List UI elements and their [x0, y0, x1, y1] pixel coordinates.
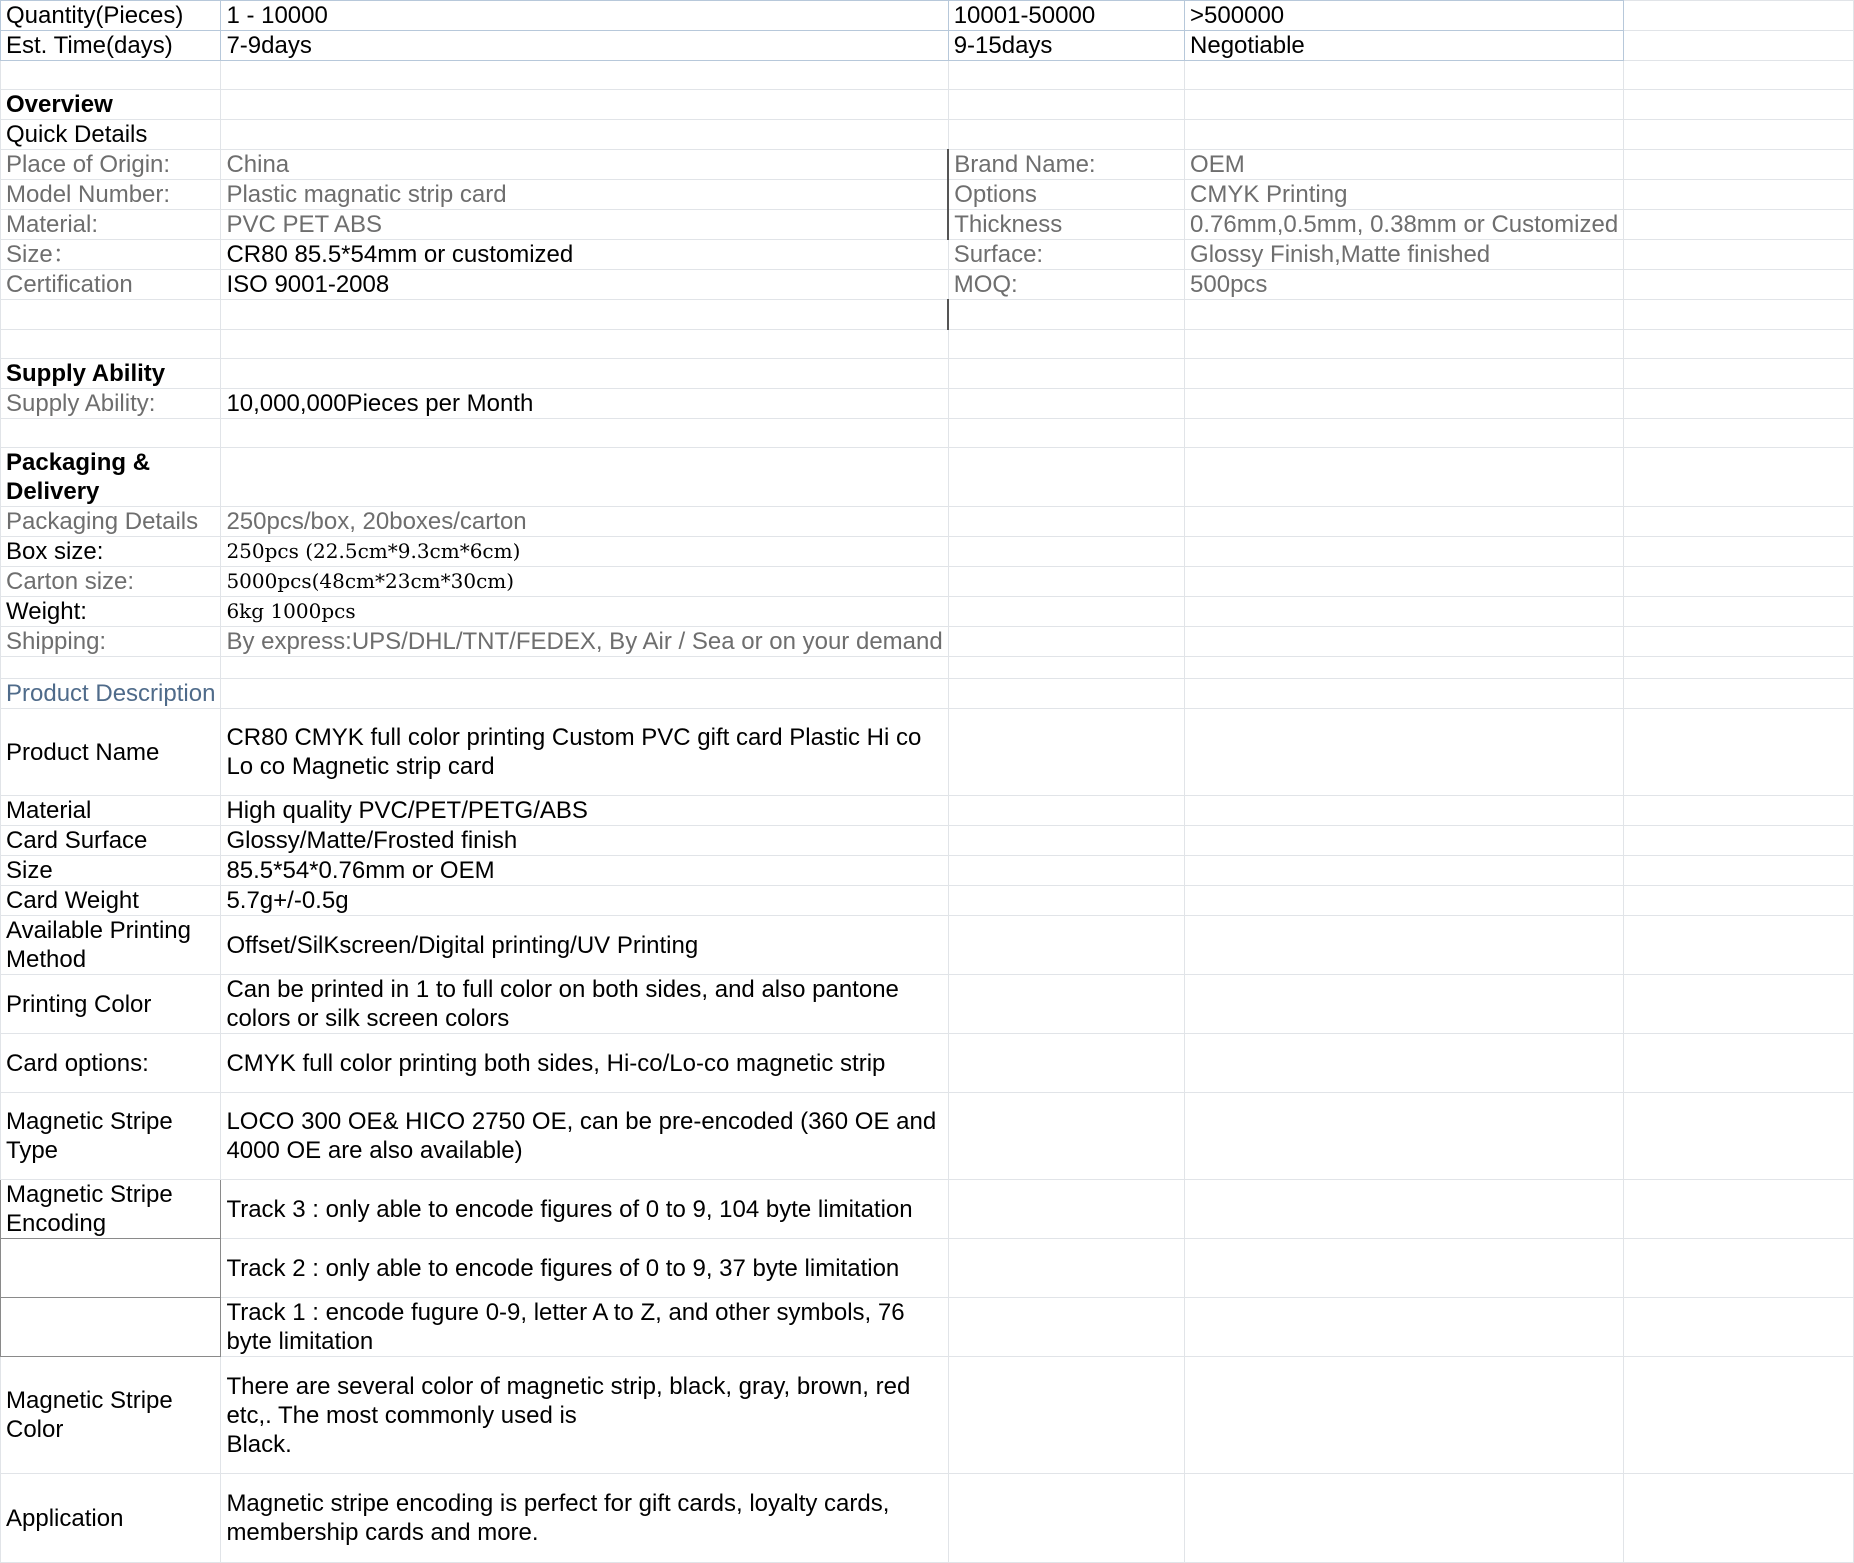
empty-cell[interactable] [1185, 826, 1624, 856]
packaging-row [1, 537, 1854, 567]
empty-cell[interactable] [1624, 679, 1854, 709]
detail-row [1, 150, 1854, 180]
empty-cell[interactable] [948, 120, 1184, 150]
spec-row [1, 1093, 1854, 1180]
empty-cell[interactable] [1624, 1180, 1854, 1239]
spec-value[interactable]: Track 3 : only able to encode figures of 0 to 9, 104 byte limitation [221, 1180, 948, 1239]
empty-cell[interactable] [948, 507, 1184, 537]
empty-cell[interactable] [1624, 31, 1854, 61]
empty-row [1, 657, 1854, 679]
empty-row [1, 300, 1854, 330]
spec-label[interactable]: Product Name [1, 709, 221, 796]
overview-title-row [1, 90, 1854, 120]
empty-cell[interactable] [948, 916, 1184, 975]
spec-value[interactable]: Track 1 : encode fugure 0-9, letter A to Z, and other symbols, 76 byte limitation [221, 1298, 948, 1357]
empty-cell[interactable] [948, 1239, 1184, 1298]
empty-cell[interactable] [1185, 679, 1624, 709]
empty-cell[interactable] [221, 657, 948, 679]
spec-value[interactable]: There are several color of magnetic strip, black, gray, brown, red etc,. The most commonly used is Black. [221, 1357, 948, 1474]
empty-cell[interactable] [948, 1180, 1184, 1239]
empty-cell[interactable] [1185, 709, 1624, 796]
empty-cell[interactable] [1624, 150, 1854, 180]
empty-cell[interactable] [948, 627, 1184, 657]
empty-cell[interactable] [948, 61, 1184, 90]
empty-cell[interactable] [221, 330, 948, 359]
empty-cell[interactable] [1624, 330, 1854, 359]
empty-cell[interactable] [948, 389, 1184, 419]
detail-label[interactable]: Thickness [948, 210, 1184, 240]
spec-row [1, 975, 1854, 1034]
spec-label[interactable]: Card Weight [1, 886, 221, 916]
empty-cell[interactable] [1185, 916, 1624, 975]
empty-cell[interactable] [1185, 1180, 1624, 1239]
detail-label[interactable]: Surface: [948, 240, 1184, 270]
empty-cell[interactable] [1624, 90, 1854, 120]
overview-heading[interactable]: Overview [1, 90, 221, 120]
spec-row [1, 916, 1854, 975]
empty-cell[interactable] [1185, 1093, 1624, 1180]
cell-quantity-3[interactable]: >500000 [1185, 1, 1624, 31]
spec-label[interactable]: Magnetic Stripe Encoding [1, 1180, 221, 1239]
empty-cell[interactable] [221, 419, 948, 448]
detail-value[interactable]: Glossy Finish,Matte finished [1185, 240, 1624, 270]
empty-cell[interactable] [1185, 419, 1624, 448]
spec-label[interactable]: Magnetic Stripe Color [1, 1357, 221, 1474]
packaging-row [1, 597, 1854, 627]
detail-row [1, 270, 1854, 300]
spec-row [1, 1239, 1854, 1298]
spec-value[interactable]: LOCO 300 OE& HICO 2750 OE, can be pre-encoded (360 OE and 4000 OE are also available) [221, 1093, 948, 1180]
empty-cell[interactable] [1624, 1093, 1854, 1180]
detail-value[interactable]: Plastic magnatic strip card [221, 180, 948, 210]
spec-label[interactable]: Available Printing Method [1, 916, 221, 975]
empty-cell[interactable] [1624, 1357, 1854, 1474]
empty-cell[interactable] [1624, 1474, 1854, 1563]
spec-row [1, 1180, 1854, 1239]
empty-cell[interactable] [1185, 300, 1624, 330]
empty-cell[interactable] [1624, 120, 1854, 150]
detail-value[interactable]: CR80 85.5*54mm or customized [221, 240, 948, 270]
empty-cell[interactable] [1185, 389, 1624, 419]
est-time-row [1, 31, 1854, 61]
packaging-heading[interactable]: Packaging & Delivery [1, 448, 221, 507]
cell-quantity-2[interactable]: 10001-50000 [948, 1, 1184, 31]
empty-cell[interactable] [1624, 270, 1854, 300]
cell-quantity-label[interactable]: Quantity(Pieces) [1, 1, 221, 31]
spec-row [1, 826, 1854, 856]
spec-row [1, 796, 1854, 826]
supply-value[interactable]: 10,000,000Pieces per Month [221, 389, 948, 419]
cell-time-label[interactable]: Est. Time(days) [1, 31, 221, 61]
packaging-label[interactable]: Carton size: [1, 567, 221, 597]
spec-row [1, 709, 1854, 796]
empty-cell[interactable] [1185, 507, 1624, 537]
supply-label[interactable]: Supply Ability: [1, 389, 221, 419]
spec-row [1, 856, 1854, 886]
empty-cell[interactable] [1624, 240, 1854, 270]
packaging-label[interactable]: Packaging Details [1, 507, 221, 537]
packaging-row [1, 627, 1854, 657]
empty-cell[interactable] [1185, 1034, 1624, 1093]
empty-cell[interactable] [1185, 1298, 1624, 1357]
supply-heading[interactable]: Supply Ability [1, 359, 221, 389]
empty-cell[interactable] [1624, 1034, 1854, 1093]
empty-cell[interactable] [1185, 975, 1624, 1034]
cell-quantity-1[interactable]: 1 - 10000 [221, 1, 948, 31]
empty-cell[interactable] [1624, 507, 1854, 537]
empty-cell[interactable] [1624, 1298, 1854, 1357]
empty-cell[interactable] [948, 709, 1184, 796]
spec-row [1, 1474, 1854, 1563]
detail-value[interactable]: ISO 9001-2008 [221, 270, 948, 300]
empty-row [1, 419, 1854, 448]
empty-cell[interactable] [948, 856, 1184, 886]
empty-cell[interactable] [1624, 856, 1854, 886]
empty-cell[interactable] [1624, 210, 1854, 240]
packaging-row [1, 507, 1854, 537]
empty-cell[interactable] [1, 61, 221, 90]
packaging-label[interactable]: Weight: [1, 597, 221, 627]
empty-cell[interactable] [948, 1034, 1184, 1093]
empty-cell[interactable] [1185, 448, 1624, 507]
spec-value[interactable]: 85.5*54*0.76mm or OEM [221, 856, 948, 886]
empty-cell[interactable] [1624, 975, 1854, 1034]
spec-label[interactable]: Material [1, 796, 221, 826]
detail-label[interactable]: MOQ: [948, 270, 1184, 300]
empty-cell[interactable] [1624, 886, 1854, 916]
empty-cell[interactable] [1, 330, 221, 359]
empty-cell[interactable] [1624, 916, 1854, 975]
empty-cell[interactable] [221, 300, 948, 330]
description-title-row [1, 679, 1854, 709]
spec-label[interactable]: Card options: [1, 1034, 221, 1093]
empty-cell[interactable] [221, 679, 948, 709]
detail-label[interactable]: Place of Origin: [1, 150, 221, 180]
spec-value[interactable]: Track 2 : only able to encode figures of 0 to 9, 37 byte limitation [221, 1239, 948, 1298]
empty-cell[interactable] [948, 975, 1184, 1034]
empty-cell[interactable] [1624, 796, 1854, 826]
empty-cell[interactable] [1624, 61, 1854, 90]
packaging-value[interactable]: By express:UPS/DHL/TNT/FEDEX, By Air / Sea or on your demand [221, 627, 948, 657]
empty-cell[interactable] [948, 1474, 1184, 1563]
cell-time-2[interactable]: 9-15days [948, 31, 1184, 61]
spec-value[interactable]: Can be printed in 1 to full color on both sides, and also pantone colors or silk screen colors [221, 975, 948, 1034]
empty-cell[interactable] [221, 359, 948, 389]
empty-cell[interactable] [948, 597, 1184, 627]
empty-cell[interactable] [1185, 597, 1624, 627]
spec-value[interactable]: 5.7g+/-0.5g [221, 886, 948, 916]
supply-row [1, 389, 1854, 419]
spec-row [1, 1298, 1854, 1357]
empty-row [1, 61, 1854, 90]
spec-label[interactable]: Size [1, 856, 221, 886]
empty-cell[interactable] [948, 1298, 1184, 1357]
empty-cell[interactable] [948, 300, 1184, 330]
detail-label[interactable]: Certification [1, 270, 221, 300]
empty-cell[interactable] [221, 448, 948, 507]
spec-value[interactable]: Offset/SilKscreen/Digital printing/UV Printing [221, 916, 948, 975]
detail-value[interactable]: 500pcs [1185, 270, 1624, 300]
spec-row [1, 1357, 1854, 1474]
packaging-title-row [1, 448, 1854, 507]
packaging-value[interactable]: 5000pcs(48cm*23cm*30cm) [221, 567, 948, 597]
empty-cell[interactable] [1185, 627, 1624, 657]
detail-label[interactable]: Material: [1, 210, 221, 240]
empty-cell[interactable] [1185, 120, 1624, 150]
empty-cell[interactable] [948, 537, 1184, 567]
empty-cell[interactable] [1624, 567, 1854, 597]
detail-label[interactable]: Size： [1, 240, 221, 270]
empty-cell[interactable] [1624, 300, 1854, 330]
spec-label[interactable]: Magnetic Stripe Type [1, 1093, 221, 1180]
spec-value[interactable]: High quality PVC/PET/PETG/ABS [221, 796, 948, 826]
empty-cell[interactable] [1624, 359, 1854, 389]
empty-cell[interactable] [1185, 537, 1624, 567]
empty-cell[interactable] [1185, 359, 1624, 389]
detail-value[interactable]: CMYK Printing [1185, 180, 1624, 210]
empty-cell[interactable] [948, 1093, 1184, 1180]
empty-cell[interactable] [948, 448, 1184, 507]
spec-row [1, 1034, 1854, 1093]
empty-cell[interactable] [948, 679, 1184, 709]
empty-cell[interactable] [1624, 627, 1854, 657]
empty-cell[interactable] [948, 330, 1184, 359]
spec-label[interactable]: Application [1, 1474, 221, 1563]
empty-cell[interactable] [1185, 61, 1624, 90]
empty-cell[interactable] [1624, 1239, 1854, 1298]
cell-time-3[interactable]: Negotiable [1185, 31, 1624, 61]
detail-value[interactable]: OEM [1185, 150, 1624, 180]
supply-title-row [1, 359, 1854, 389]
empty-cell[interactable] [221, 120, 948, 150]
empty-cell[interactable] [948, 90, 1184, 120]
packaging-value[interactable]: 6kg 1000pcs [221, 597, 948, 627]
detail-row [1, 240, 1854, 270]
empty-cell[interactable] [221, 90, 948, 120]
packaging-row [1, 567, 1854, 597]
empty-cell[interactable] [1, 419, 221, 448]
spec-label[interactable] [1, 1239, 221, 1298]
detail-label[interactable]: Model Number: [1, 180, 221, 210]
empty-cell[interactable] [1, 657, 221, 679]
empty-cell[interactable] [1624, 1, 1854, 31]
description-heading[interactable]: Product Description [1, 679, 221, 709]
empty-row [1, 330, 1854, 359]
empty-cell[interactable] [948, 419, 1184, 448]
spec-value[interactable]: CR80 CMYK full color printing Custom PVC gift card Plastic Hi co Lo co Magnetic strip card [221, 709, 948, 796]
spec-label[interactable]: Printing Color [1, 975, 221, 1034]
empty-cell[interactable] [948, 796, 1184, 826]
empty-cell[interactable] [1185, 886, 1624, 916]
quick-details-row [1, 120, 1854, 150]
spec-value[interactable]: Magnetic stripe encoding is perfect for gift cards, loyalty cards, membership cards and more. [221, 1474, 948, 1563]
empty-cell[interactable] [1185, 1239, 1624, 1298]
quick-details-heading[interactable]: Quick Details [1, 120, 221, 150]
cell-time-1[interactable]: 7-9days [221, 31, 948, 61]
spec-label[interactable]: Card Surface [1, 826, 221, 856]
empty-cell[interactable] [948, 567, 1184, 597]
empty-cell[interactable] [948, 1357, 1184, 1474]
empty-cell[interactable] [1624, 448, 1854, 507]
empty-cell[interactable] [1185, 657, 1624, 679]
empty-cell[interactable] [1185, 856, 1624, 886]
empty-cell[interactable] [948, 826, 1184, 856]
empty-cell[interactable] [1624, 657, 1854, 679]
packaging-value[interactable]: 250pcs (22.5cm*9.3cm*6cm) [221, 537, 948, 567]
empty-cell[interactable] [1185, 1357, 1624, 1474]
empty-cell[interactable] [1624, 709, 1854, 796]
packaging-value[interactable]: 250pcs/box, 20boxes/carton [221, 507, 948, 537]
quantity-row [1, 1, 1854, 31]
detail-value[interactable]: China [221, 150, 948, 180]
empty-cell[interactable] [1624, 597, 1854, 627]
empty-cell[interactable] [948, 359, 1184, 389]
spec-value[interactable]: CMYK full color printing both sides, Hi-co/Lo-co magnetic strip [221, 1034, 948, 1093]
detail-label[interactable]: Options [948, 180, 1184, 210]
empty-cell[interactable] [1624, 389, 1854, 419]
packaging-label[interactable]: Box size: [1, 537, 221, 567]
detail-value[interactable]: 0.76mm,0.5mm, 0.38mm or Customized [1185, 210, 1624, 240]
empty-cell[interactable] [1624, 826, 1854, 856]
empty-cell[interactable] [221, 61, 948, 90]
spec-label[interactable] [1, 1298, 221, 1357]
empty-cell[interactable] [948, 886, 1184, 916]
empty-cell[interactable] [1624, 180, 1854, 210]
detail-label[interactable]: Brand Name: [948, 150, 1184, 180]
empty-cell[interactable] [1624, 419, 1854, 448]
detail-row [1, 210, 1854, 240]
empty-cell[interactable] [1, 300, 221, 330]
empty-cell[interactable] [1185, 1474, 1624, 1563]
empty-cell[interactable] [1624, 537, 1854, 567]
empty-cell[interactable] [1185, 330, 1624, 359]
detail-row [1, 180, 1854, 210]
spec-value[interactable]: Glossy/Matte/Frosted finish [221, 826, 948, 856]
empty-cell[interactable] [948, 657, 1184, 679]
spec-row [1, 886, 1854, 916]
packaging-label[interactable]: Shipping: [1, 627, 221, 657]
detail-value[interactable]: PVC PET ABS [221, 210, 948, 240]
empty-cell[interactable] [1185, 796, 1624, 826]
empty-cell[interactable] [1185, 567, 1624, 597]
empty-cell[interactable] [1185, 90, 1624, 120]
